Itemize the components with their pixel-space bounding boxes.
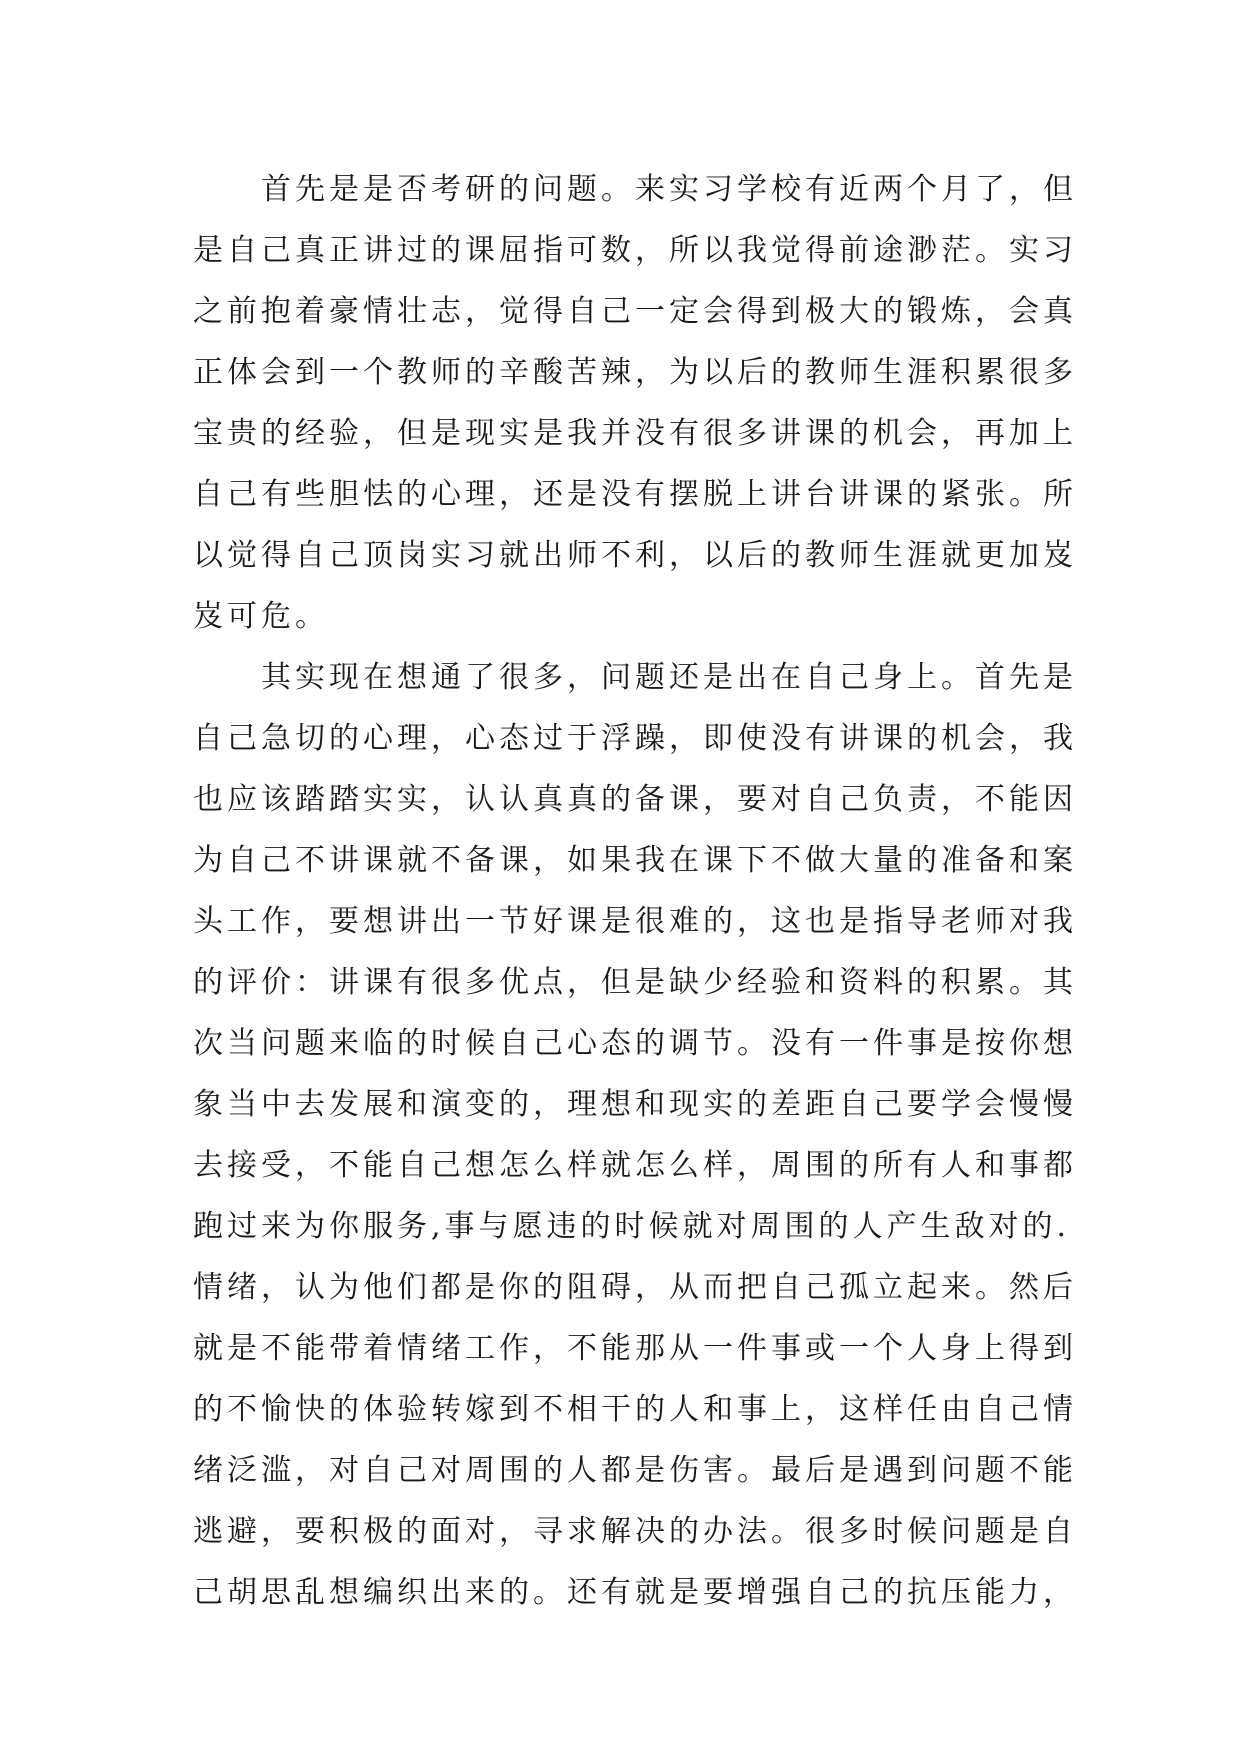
text-line: 绪泛滥，对自己对周围的人都是伤害。最后是遇到问题不能 xyxy=(193,1453,1077,1488)
text-line: 就是不能带着情绪工作，不能那从一件事或一个人身上得到 xyxy=(193,1331,1077,1366)
document-body xyxy=(193,159,1077,1623)
text-line: 跑过来为你服务,事与愿违的时候就对周围的人产生敌对的. xyxy=(193,1209,1071,1244)
text-line: 以觉得自己顶岗实习就出师不利，以后的教师生涯就更加岌 xyxy=(193,538,1077,573)
text-line: 情绪，认为他们都是你的阻碍，从而把自己孤立起来。然后 xyxy=(193,1270,1077,1305)
text-line: 的评价：讲课有很多优点，但是缺少经验和资料的积累。其 xyxy=(193,965,1077,1000)
text-line: 是自己真正讲过的课屈指可数，所以我觉得前途渺茫。实习 xyxy=(193,233,1077,268)
text-line: 自己有些胆怯的心理，还是没有摆脱上讲台讲课的紧张。所 xyxy=(193,477,1077,512)
text-line: 次当问题来临的时候自己心态的调节。没有一件事是按你想 xyxy=(193,1026,1077,1061)
text-line: 正体会到一个教师的辛酸苦辣，为以后的教师生涯积累很多 xyxy=(193,355,1077,390)
text-line: 逃避，要积极的面对，寻求解决的办法。很多时候问题是自 xyxy=(193,1514,1077,1549)
paragraph-1 xyxy=(193,159,1077,647)
text-line: 去接受，不能自己想怎么样就怎么样，周围的所有人和事都 xyxy=(193,1148,1077,1183)
text-line: 象当中去发展和演变的，理想和现实的差距自己要学会慢慢 xyxy=(193,1087,1077,1122)
text-line: 也应该踏踏实实，认认真真的备课，要对自己负责，不能因 xyxy=(193,782,1077,817)
text-line: 其实现在想通了很多，问题还是出在自己身上。首先是 xyxy=(261,660,1077,695)
paragraph-2 xyxy=(193,647,1077,1623)
text-line: 为自己不讲课就不备课，如果我在课下不做大量的准备和案 xyxy=(193,843,1077,878)
text-line: 首先是是否考研的问题。来实习学校有近两个月了，但 xyxy=(261,172,1077,207)
text-line: 岌可危。 xyxy=(193,599,329,634)
text-line: 自己急切的心理，心态过于浮躁，即使没有讲课的机会，我 xyxy=(193,721,1077,756)
text-line: 之前抱着豪情壮志，觉得自己一定会得到极大的锻炼，会真 xyxy=(193,294,1077,329)
text-line: 己胡思乱想编织出来的。还有就是要增强自己的抗压能力， xyxy=(193,1575,1077,1610)
text-line: 宝贵的经验，但是现实是我并没有很多讲课的机会，再加上 xyxy=(193,416,1077,451)
text-line: 头工作，要想讲出一节好课是很难的，这也是指导老师对我 xyxy=(193,904,1077,939)
text-line: 的不愉快的体验转嫁到不相干的人和事上，这样任由自己情 xyxy=(193,1392,1077,1427)
